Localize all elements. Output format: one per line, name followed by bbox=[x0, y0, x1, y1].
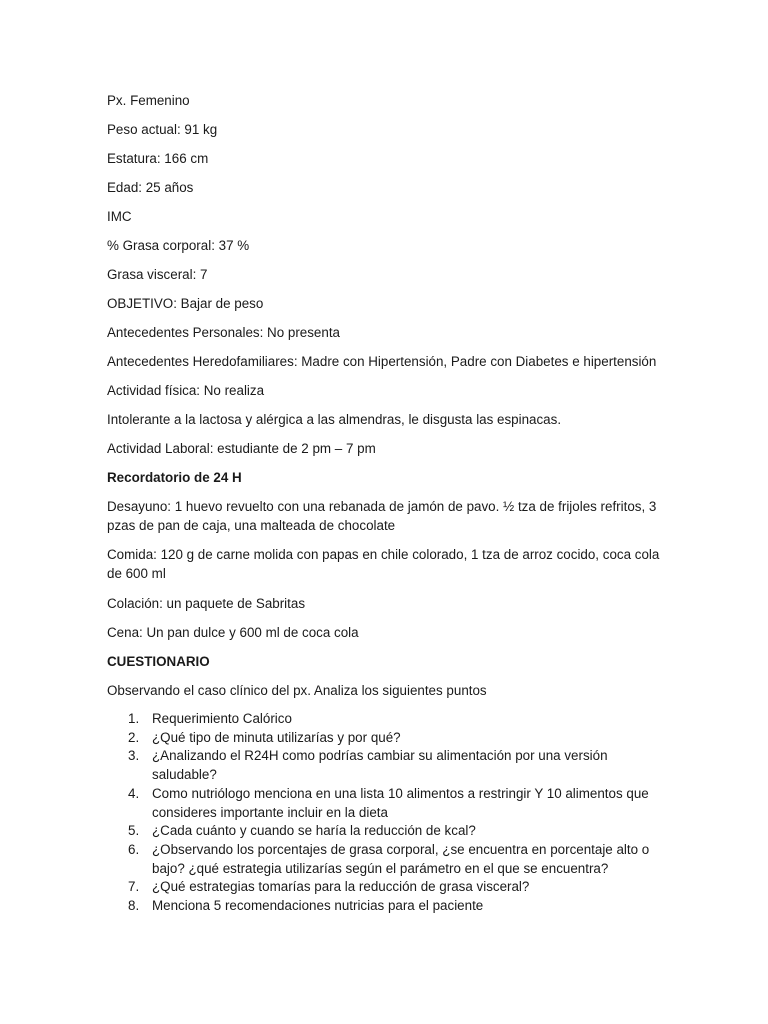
question-item bbox=[107, 747, 667, 784]
question-number: 4. bbox=[128, 785, 140, 801]
patient-height: Estatura: 166 cm bbox=[107, 151, 209, 166]
question-number: 8. bbox=[128, 898, 140, 914]
patient-sex: Px. Femenino bbox=[107, 93, 190, 108]
question-item bbox=[107, 841, 667, 878]
question-number: 2. bbox=[128, 729, 140, 745]
question-number: 1. bbox=[128, 711, 140, 726]
recall-lunch: Comida: 120 g de carne molida con papas en chile colorado, 1 tza de arroz cocido, coca cola de 600 ml bbox=[107, 547, 660, 581]
question-text: ¿Qué tipo de minuta utilizarías y por qué? bbox=[152, 729, 401, 745]
recall-snack: Colación: un paquete de Sabritas bbox=[107, 596, 306, 611]
recall-breakfast: Desayuno: 1 huevo revuelto con una rebanada de jamón de pavo. ½ tza de frijoles refritos, 3 pzas de pan de caja, una malteada de chocolate bbox=[107, 499, 657, 533]
question-item bbox=[107, 729, 667, 748]
question-text: Menciona 5 recomendaciones nutricias para el paciente bbox=[152, 898, 484, 914]
question-number: 6. bbox=[128, 841, 140, 857]
questionnaire-heading: CUESTIONARIO bbox=[107, 654, 210, 669]
patient-work-activity: Actividad Laboral: estudiante de 2 pm – 7 pm bbox=[107, 441, 376, 456]
question-list bbox=[107, 710, 667, 916]
question-number: 5. bbox=[128, 823, 140, 839]
question-text: ¿Analizando el R24H como podrías cambiar su alimentación por una versión saludable? bbox=[152, 748, 608, 783]
patient-intolerances: Intolerante a la lactosa y alérgica a las almendras, le disgusta las espinacas. bbox=[107, 412, 562, 427]
patient-age: Edad: 25 años bbox=[107, 180, 194, 195]
question-text: Como nutriólogo menciona en una lista 10 alimentos a restringir Y 10 alimentos que consideres importante incluir en la dieta bbox=[152, 785, 649, 820]
patient-physical-activity: Actividad física: No realiza bbox=[107, 383, 265, 398]
question-text: ¿Observando los porcentajes de grasa corporal, ¿se encuentra en porcentaje alto o bajo? ¿qué estrategia utilizarías según el parámetro en el que se encuentra? bbox=[152, 841, 650, 876]
recall-heading: Recordatorio de 24 H bbox=[107, 470, 242, 485]
patient-personal-history: Antecedentes Personales: No presenta bbox=[107, 325, 340, 340]
question-item bbox=[107, 785, 667, 822]
question-text: ¿Qué estrategias tomarías para la reducción de grasa visceral? bbox=[152, 879, 530, 895]
patient-visceral-fat: Grasa visceral: 7 bbox=[107, 267, 208, 282]
patient-imc: IMC bbox=[107, 209, 132, 224]
question-item bbox=[107, 822, 667, 841]
question-item bbox=[107, 878, 667, 897]
patient-family-history: Antecedentes Heredofamiliares: Madre con Hipertensión, Padre con Diabetes e hipertensión bbox=[107, 354, 657, 369]
question-text: Requerimiento Calórico bbox=[152, 711, 292, 726]
patient-weight: Peso actual: 91 kg bbox=[107, 122, 218, 137]
recall-dinner: Cena: Un pan dulce y 600 ml de coca cola bbox=[107, 625, 359, 640]
question-item bbox=[107, 897, 667, 916]
question-number: 3. bbox=[128, 748, 140, 764]
question-item bbox=[107, 710, 667, 729]
patient-body-fat: % Grasa corporal: 37 % bbox=[107, 238, 250, 253]
question-number: 7. bbox=[128, 879, 140, 895]
questionnaire-intro: Observando el caso clínico del px. Analiza los siguientes puntos bbox=[107, 683, 487, 698]
question-text: ¿Cada cuánto y cuando se haría la reducción de kcal? bbox=[152, 823, 476, 839]
patient-objective: OBJETIVO: Bajar de peso bbox=[107, 296, 264, 311]
